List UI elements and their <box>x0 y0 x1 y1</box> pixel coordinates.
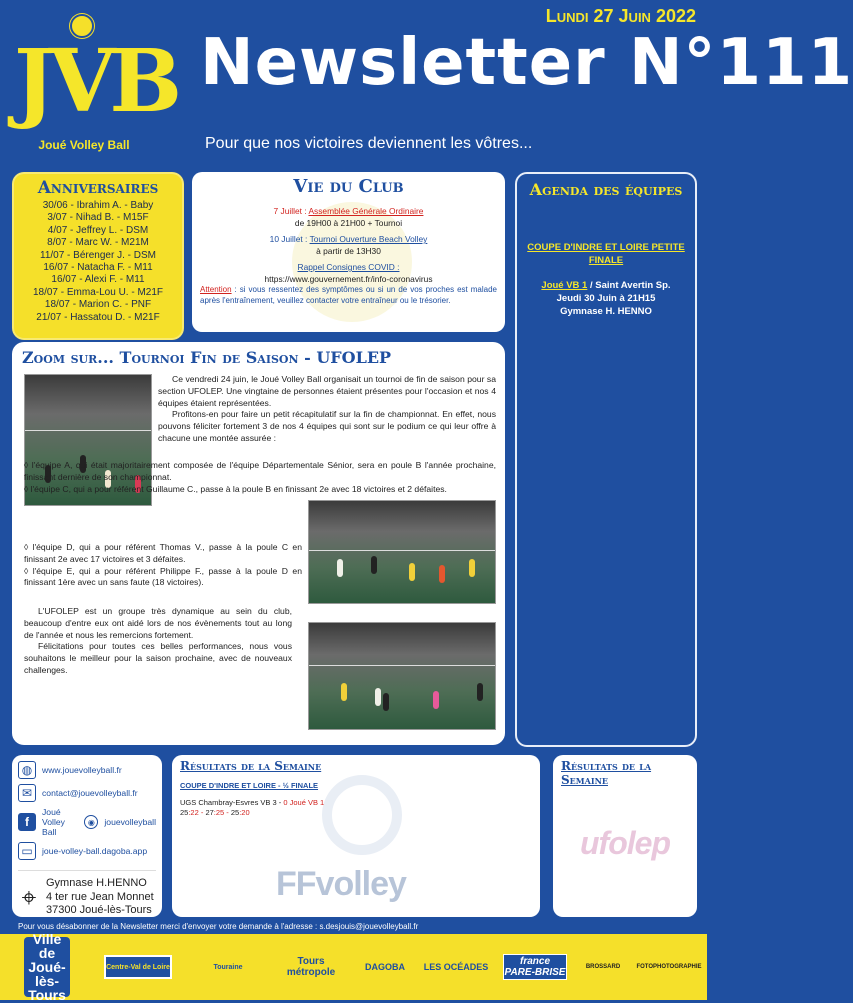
event1-time: de 19H00 à 21H00 + Tournoi <box>294 218 403 228</box>
sponsor-brossard-logo: BROSSARD <box>585 964 621 970</box>
results-panel-ffvolley <box>172 755 540 917</box>
zoom-paragraph-1 <box>158 374 496 445</box>
birthdays-panel <box>12 172 184 340</box>
zoom-p1: Ce vendredi 24 juin, le Joué Volley Ball organisait un tournoi de fin de saison pour sa section UFOLEP. Une vingtaine de personnes étaient présentes pour l'occasion et nos 4 équipes étaient représentées. <box>158 374 496 408</box>
email-link[interactable]: contact@jouevolleyball.fr <box>42 788 138 798</box>
sponsor-tours-metropole-logo: Tours métropole <box>286 956 336 978</box>
birthday-item: 18/07 - Emma-Lou U. - M21F <box>32 286 164 298</box>
issue-date: Lundi 27 Juin 2022 <box>545 6 696 26</box>
birthday-item: 16/07 - Natacha F. - M11 <box>43 262 153 274</box>
zoom-p6: ◊ l'équipe E, qui a pour référent Philippe F., passe à la poule D en finissant 1ère avec un sans faute (18 victoires). <box>24 565 302 588</box>
birthday-item: 16/07 - Alexi F. - M11 <box>51 274 145 286</box>
results-panel-ufolep <box>553 755 697 917</box>
agenda-when: Jeudi 30 Juin à 21H15 <box>556 293 656 304</box>
sponsor-joue-logo: Ville de Joué-lès-Tours <box>24 937 70 997</box>
attention-text: : si vous ressentez des symptômes ou si un de vos proches est malade après l'entraînement, veuillez contacter votre entraîneur ou le trésorier. <box>200 285 497 305</box>
birthday-item: 4/07 - Jeffrey L. - DSM <box>47 224 149 236</box>
sponsor-oceades-logo: LES OCÉADES <box>423 962 489 972</box>
address-gym: Gymnase H.HENNO <box>46 877 147 889</box>
result-team-a: UGS Chambray-Esvres VB 3 - <box>180 798 284 807</box>
zoom-p5: ◊ l'équipe D, qui a pour référent Thomas V., passe à la poule C en finissant 2e avec 17 victoires et 3 défaites. <box>24 542 302 564</box>
sponsor-centre-val-de-loire-logo: Centre-Val de Loire <box>104 955 172 979</box>
set2-a: 27 <box>205 808 214 817</box>
results-title: Résultats de la Semaine <box>180 759 322 773</box>
zoom-p7: L'UFOLEP est un groupe très dynamique au sein du club, beaucoup d'entre eux ont aidé lors de nos évènements tout au long de l'année et nous les remercions fortement. <box>24 606 292 640</box>
club-logo <box>14 10 177 160</box>
set3-a: 25 <box>230 808 240 817</box>
zoom-team-list-top <box>24 460 496 495</box>
event1-date: 7 Juillet : <box>273 206 307 216</box>
club-news-panel <box>192 172 505 332</box>
agenda-away-team: / Saint Avertin Sp. <box>587 280 671 291</box>
club-news-title: Vie du Club <box>293 176 404 197</box>
agenda-cup: COUPE D'INDRE ET LOIRE PETITE FINALE <box>527 242 685 266</box>
facebook-link[interactable]: Joué Volley Ball <box>42 807 65 837</box>
covid-url[interactable]: https://www.gouvernement.fr/info-coronavirus <box>264 274 433 284</box>
set1-a: 25 <box>180 808 189 817</box>
birthday-item: 8/07 - Marc W. - M21M <box>47 237 149 249</box>
zoom-conclusion <box>24 606 292 677</box>
attention-note <box>200 285 497 306</box>
team-agenda-panel <box>515 172 697 747</box>
covid-title: Rappel Consignes COVID : <box>297 262 400 272</box>
zoom-p3: ◊ l'équipe A, qui était majoritairement composée de l'équipe Départementale Sénior, sera en poule B l'année prochaine, finissant dernière de son championnat. <box>24 460 496 482</box>
birthday-item: 18/07 - Marion C. - PNF <box>44 299 152 311</box>
results-cup: COUPE D'INDRE ET LOIRE - ½ FINALE <box>180 781 319 790</box>
slogan: Pour que nos victoires deviennent les vôtres... <box>205 135 533 152</box>
attention-label: Attention <box>200 285 232 294</box>
globe-icon: ◍ <box>18 761 36 779</box>
set3-b: :20 <box>239 808 250 817</box>
set2-b: :25 - <box>213 808 231 817</box>
sponsor-france-pare-brise-logo: france PARE-BRISE <box>504 956 566 978</box>
event-beach <box>200 233 497 257</box>
birthdays-title: Anniversaires <box>37 178 159 198</box>
birthdays-list <box>20 200 176 324</box>
zoom-p2: Profitons-en pour faire un petit récapitulatif sur la fin de championnat. En effet, nous pouvons féliciter fortement 3 de nos 4 équipes qui sont sur le podium ce qui leur offre à chacune une montée assurée : <box>158 409 496 443</box>
set1-b: :22 - <box>188 808 206 817</box>
agenda-where: Gymnase H. HENNO <box>560 306 652 317</box>
facebook-icon: f <box>18 813 36 831</box>
zoom-p4: ◊ l'équipe C, qui a pour référent Guillaume C., passe à la poule B en finissant 2e avec 18 victoires et 2 défaites. <box>24 483 447 494</box>
logo-initials: JVB <box>14 31 177 132</box>
logo-club-name: Joué Volley Ball <box>38 138 130 152</box>
contact-panel <box>12 755 162 917</box>
tournament-photo-2 <box>308 500 496 604</box>
zoom-team-list-bottom <box>24 542 302 589</box>
tournament-photo-3 <box>308 622 496 730</box>
agenda-home-team: Joué VB 1 <box>541 280 588 291</box>
address-city: 37300 Joué-lès-Tours <box>46 904 152 916</box>
zoom-title: Zoom sur... Tournoi Fin de Saison - UFOLEP <box>22 348 392 367</box>
birthday-item: 30/06 - Ibrahim A. - Baby <box>42 200 154 211</box>
covid-reminder <box>200 261 497 285</box>
instagram-icon: ◉ <box>84 815 98 829</box>
mail-icon: ✉ <box>18 784 36 802</box>
app-row[interactable] <box>18 842 156 860</box>
app-link[interactable]: joue-volley-ball.dagoba.app <box>42 846 148 856</box>
sponsor-photo-logo: FOTOPHOTOGRAPHIE <box>636 964 702 970</box>
event1-name: Assemblée Générale Ordinaire <box>308 206 424 216</box>
agenda-title: Agenda des équipes <box>529 180 683 199</box>
monitor-icon: ▭ <box>18 842 36 860</box>
results-match <box>180 798 532 818</box>
website-link[interactable]: www.jouevolleyball.fr <box>42 765 122 775</box>
event2-time: à partir de 13H30 <box>316 246 381 256</box>
zoom-article <box>12 342 505 745</box>
agenda-match <box>523 279 689 318</box>
zoom-p8: Félicitations pour toutes ces belles performances, nous vous souhaitons le meilleur pour la saison prochaine, avec de nouveaux challenges. <box>24 641 292 675</box>
event2-date: 10 Juillet : <box>269 234 308 244</box>
address-block <box>18 870 156 918</box>
unsubscribe-note: Pour vous désabonner de la Newsletter merci d'envoyer votre demande à l'adresse : s.desjouis@jouevolleyball.fr <box>18 922 419 931</box>
result-team-b: Joué VB 1 <box>287 798 325 807</box>
sponsor-touraine-logo: Touraine <box>213 963 243 971</box>
ufolep-logo: ufolep <box>580 825 670 861</box>
website-row[interactable] <box>18 761 156 779</box>
email-row[interactable] <box>18 784 156 802</box>
map-pin-icon: ⌖ <box>21 882 37 913</box>
event-assemblee <box>200 205 497 229</box>
birthday-item: 3/07 - Nihad B. - M15F <box>47 212 149 224</box>
address-street: 4 ter rue Jean Monnet <box>46 890 154 903</box>
instagram-link[interactable]: jouevolleyball <box>104 817 156 827</box>
birthday-item: 11/07 - Bérenger J. - DSM <box>40 249 156 261</box>
results2-title: Résultats de la Semaine <box>561 759 652 787</box>
result-score: 0 <box>283 798 288 807</box>
ffvolley-logo: FFvolley <box>276 865 406 903</box>
sponsors-bar <box>0 931 707 1003</box>
birthday-item: 21/07 - Hassatou D. - M21F <box>36 311 160 323</box>
newsletter-title: Newsletter N°111 <box>200 26 853 100</box>
event2-name: Tournoi Ouverture Beach Volley <box>309 234 428 244</box>
social-row[interactable] <box>18 807 156 837</box>
sponsor-dagoba-logo: DAGOBA <box>365 962 405 972</box>
